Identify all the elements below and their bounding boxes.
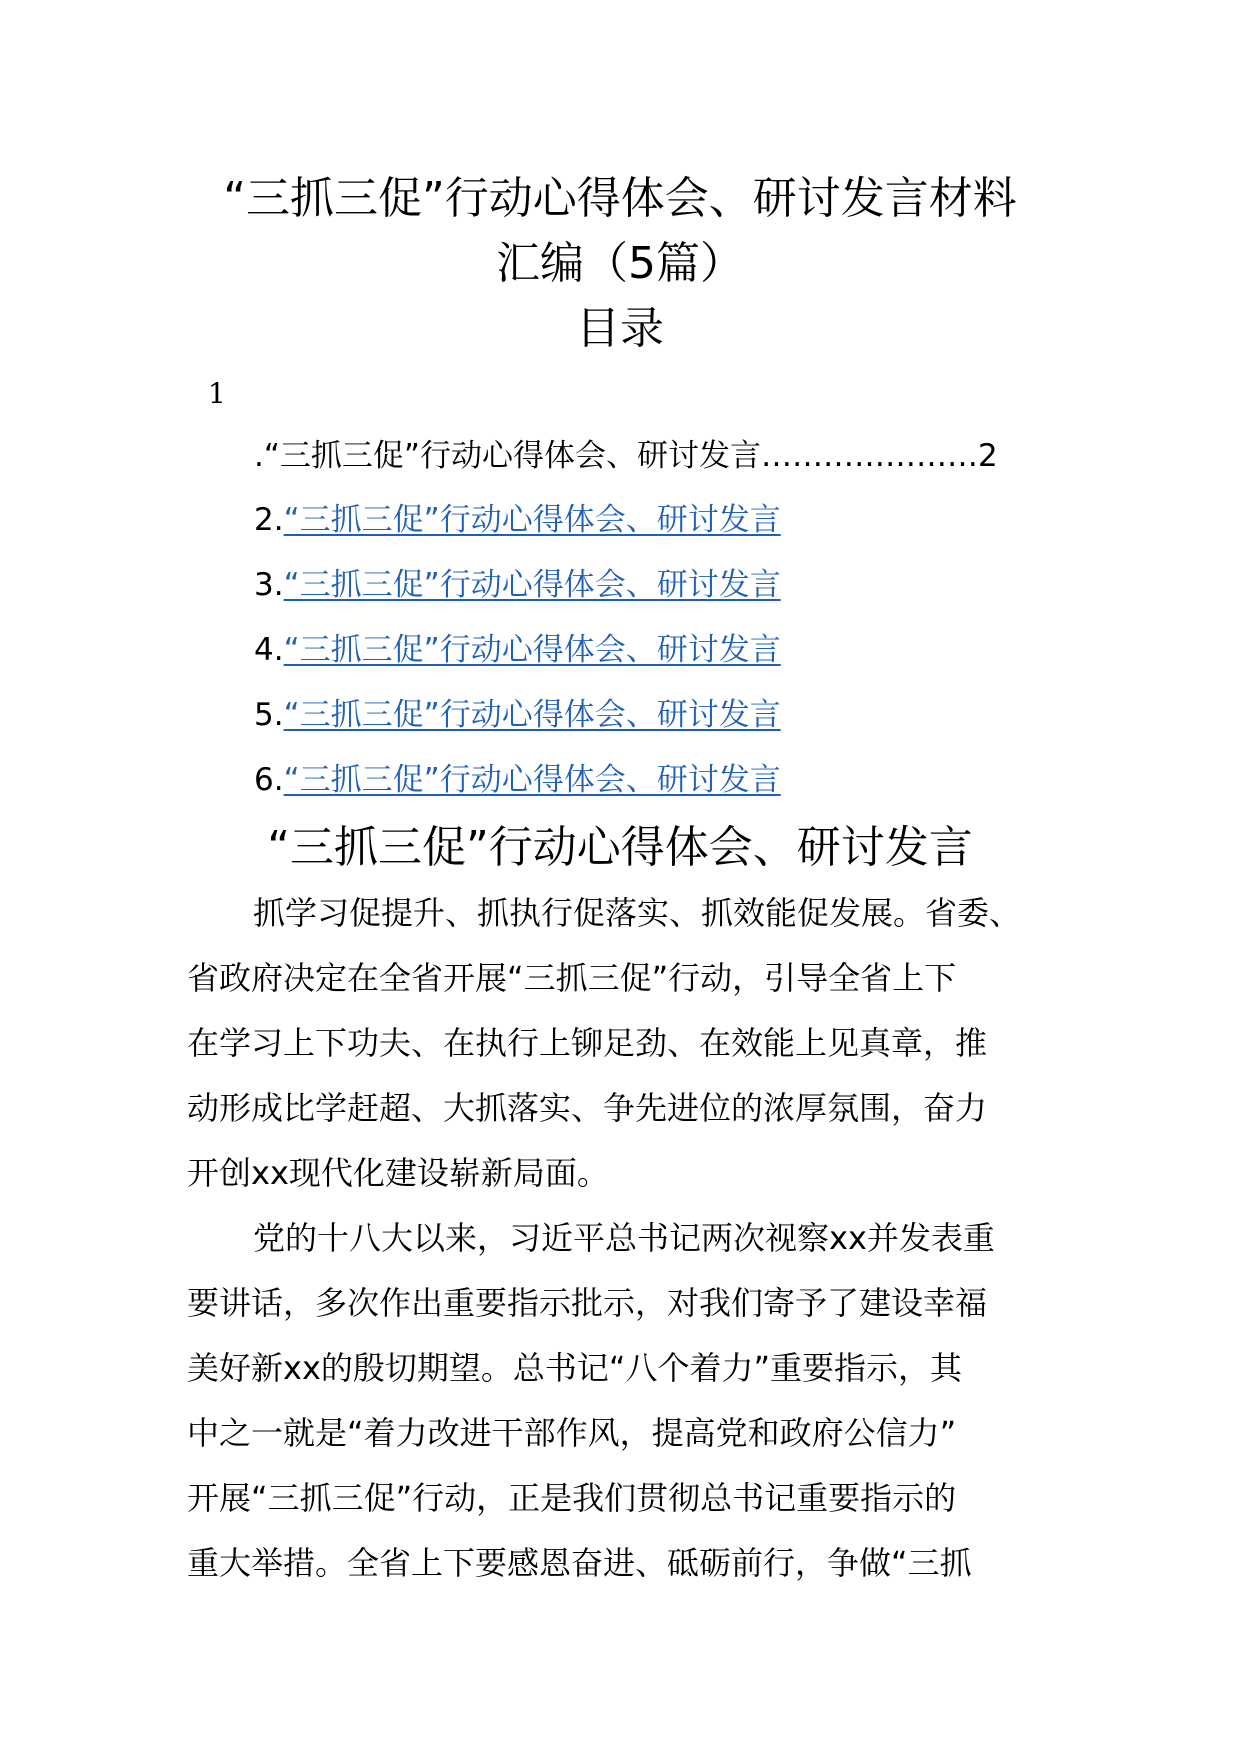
toc-entry-5[interactable] xyxy=(254,697,781,733)
body-line: 动形成比学赶超、大抓落实、争先进位的浓厚氛围，奋力 xyxy=(187,1089,988,1127)
body-line: 开展“三抓三促”行动，正是我们贯彻总书记重要指示的 xyxy=(187,1479,957,1517)
document-title-line-2: 汇编（5篇） xyxy=(496,238,744,289)
toc-entry-number: 6. xyxy=(254,762,284,798)
body-line: 抓学习促提升、抓执行促落实、抓效能促发展。省委、 xyxy=(253,894,1022,932)
document-title-line-1: “三抓三促”行动心得体会、研讨发言材料 xyxy=(223,173,1017,224)
toc-entry-link[interactable]: “三抓三促”行动心得体会、研讨发言 xyxy=(283,502,781,538)
toc-first-number: 1 xyxy=(208,377,226,410)
toc-entry-6[interactable] xyxy=(254,762,781,798)
toc-entry-2[interactable] xyxy=(254,502,781,538)
section-heading: “三抓三促”行动心得体会、研讨发言 xyxy=(267,822,973,873)
body-line: 要讲话，多次作出重要指示批示，对我们寄予了建设幸福 xyxy=(187,1284,988,1322)
body-line: 中之一就是“着力改进干部作风，提高党和政府公信力” xyxy=(187,1414,957,1452)
toc-entry-1[interactable]: .“三抓三促”行动心得体会、研讨发言…………………2 xyxy=(254,438,998,474)
body-line: 在学习上下功夫、在执行上铆足劲、在效能上见真章，推 xyxy=(187,1024,988,1062)
body-line: 党的十八大以来，习近平总书记两次视察xx并发表重 xyxy=(253,1219,995,1257)
body-line: 省政府决定在全省开展“三抓三促”行动，引导全省上下 xyxy=(187,959,957,997)
body-line: 重大举措。全省上下要感恩奋进、砥砺前行，争做“三抓 xyxy=(187,1544,972,1582)
body-line: 开创xx现代化建设崭新局面。 xyxy=(187,1154,609,1192)
body-line: 美好新xx的殷切期望。总书记“八个着力”重要指示，其 xyxy=(187,1349,963,1387)
toc-entry-4[interactable] xyxy=(254,632,781,668)
toc-heading: 目录 xyxy=(576,303,664,354)
toc-entry-link[interactable]: “三抓三促”行动心得体会、研讨发言 xyxy=(283,697,781,733)
toc-entry-link[interactable]: “三抓三促”行动心得体会、研讨发言 xyxy=(283,632,781,668)
toc-entry-link[interactable]: “三抓三促”行动心得体会、研讨发言 xyxy=(283,567,781,603)
toc-entry-number: 2. xyxy=(254,502,284,538)
toc-entry-number: 5. xyxy=(254,697,284,733)
toc-entry-3[interactable] xyxy=(254,567,781,603)
toc-entry-link[interactable]: “三抓三促”行动心得体会、研讨发言 xyxy=(283,762,781,798)
toc-entry-number: 3. xyxy=(254,567,284,603)
toc-entry-number: 4. xyxy=(254,632,284,668)
